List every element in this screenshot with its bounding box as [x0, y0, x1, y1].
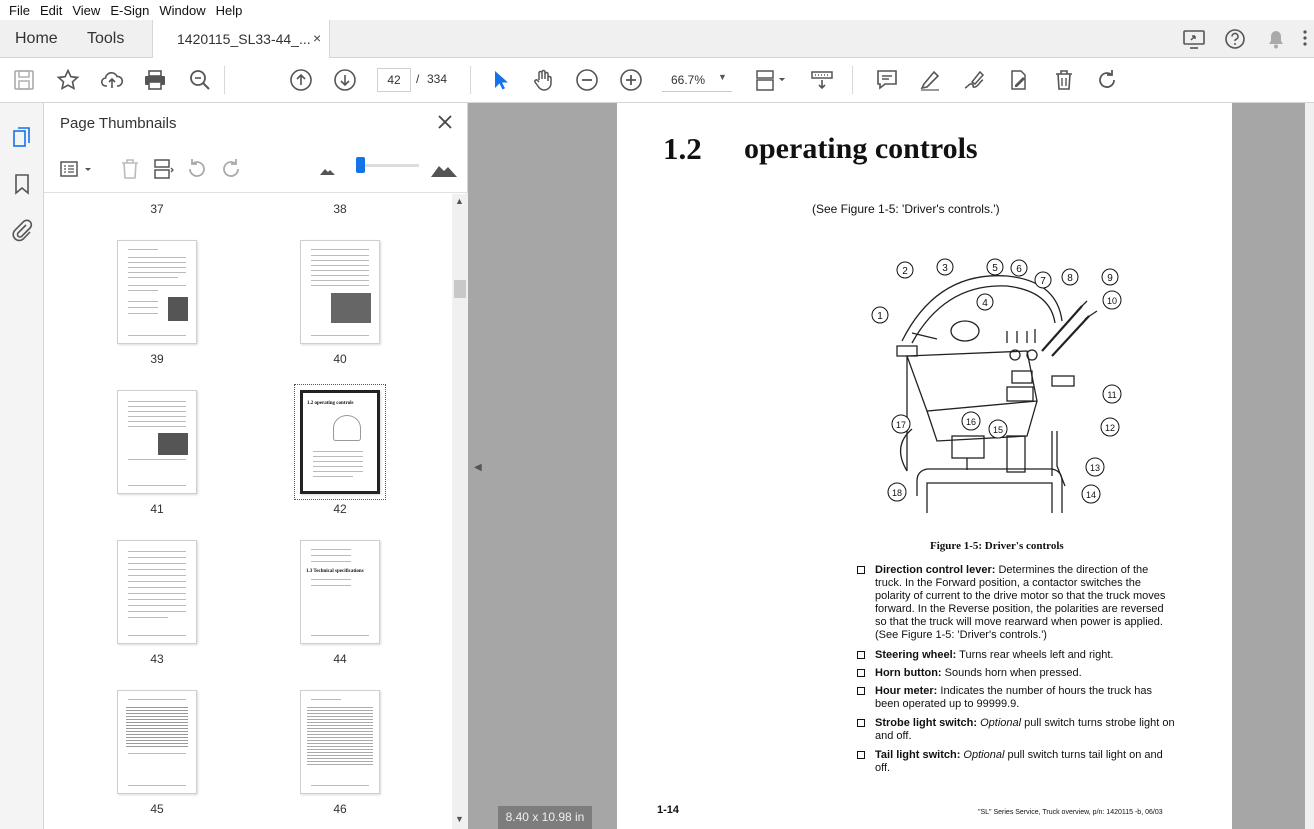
extract-page-icon[interactable] [151, 157, 175, 181]
right-pane-strip [1305, 103, 1314, 829]
checkbox-bullet-icon [857, 719, 865, 727]
more-icon[interactable] [1300, 28, 1310, 53]
toolbar-divider [852, 66, 853, 94]
page-thumbnail[interactable] [117, 540, 197, 644]
page-number-input[interactable]: 42 [377, 68, 411, 92]
svg-text:12: 12 [1104, 423, 1116, 433]
thumbnail-label: 38 [333, 202, 347, 216]
save-icon[interactable] [12, 68, 36, 92]
tab-home[interactable]: Home [15, 30, 58, 47]
page-thumbnail-selected[interactable] [300, 390, 380, 494]
callout-4 [977, 294, 993, 310]
close-icon[interactable] [436, 113, 454, 131]
page-down-icon[interactable] [333, 68, 357, 92]
rotate-left-icon[interactable] [185, 157, 209, 181]
page-thumbnails-icon[interactable] [10, 125, 34, 149]
callout-17 [892, 415, 910, 433]
thumbnail-label: 44 [333, 652, 347, 666]
thumbnail-label: 41 [150, 502, 164, 516]
collapse-panel-icon[interactable]: ◀ [474, 462, 482, 473]
page-footer: "SL" Series Service, Truck overview, p/n: 1420115 -b, 06/03 [978, 809, 1163, 816]
main-toolbar [0, 58, 1314, 103]
tab-bar [0, 20, 1314, 58]
svg-text:7: 7 [1040, 276, 1046, 287]
page-thumbnail[interactable] [300, 240, 380, 344]
navigation-rail [0, 103, 44, 829]
rotate-icon[interactable] [1095, 68, 1119, 92]
page-thumbnail[interactable] [117, 690, 197, 794]
svg-text:17: 17 [895, 420, 907, 430]
callout-15 [989, 420, 1007, 438]
svg-text:4: 4 [982, 298, 988, 309]
thumbnail-options-icon[interactable] [59, 157, 95, 181]
thumbnail-label: 43 [150, 652, 164, 666]
callout-1 [872, 307, 888, 323]
section-title: operating controls [744, 132, 978, 165]
menu-bar [0, 0, 1314, 20]
scroll-mode-icon[interactable] [810, 68, 834, 92]
section-number: 1.2 [663, 131, 702, 166]
star-icon[interactable] [56, 68, 80, 92]
svg-text:1: 1 [877, 311, 883, 322]
callout-12 [1101, 418, 1119, 436]
page-thumbnail[interactable] [117, 240, 197, 344]
page-thumbnails-panel [44, 103, 468, 829]
thumbnail-heading: 1.3 Technical specifications [306, 569, 364, 574]
callout-18 [888, 483, 906, 501]
page-thumbnail[interactable] [300, 540, 380, 644]
thumbnail-label: 39 [150, 352, 164, 366]
zoom-in-icon[interactable] [619, 68, 643, 92]
page-number: 1-14 [657, 804, 680, 816]
thumbnail-list [44, 194, 452, 829]
thumbnail-toolbar [44, 147, 468, 193]
sign-icon[interactable] [962, 68, 986, 92]
checkbox-bullet-icon [857, 566, 865, 574]
thumbnail-label: 45 [150, 802, 164, 816]
svg-text:3: 3 [942, 263, 948, 274]
select-arrow-icon[interactable] [488, 68, 512, 92]
svg-text:9: 9 [1107, 273, 1113, 284]
delete-icon[interactable] [1052, 68, 1076, 92]
close-tab-icon[interactable]: × [313, 30, 322, 46]
help-icon[interactable] [1224, 28, 1246, 53]
menu-view[interactable]: View [72, 2, 101, 18]
checkbox-bullet-icon [857, 669, 865, 677]
rotate-right-icon[interactable] [219, 157, 243, 181]
svg-text:13: 13 [1089, 463, 1101, 473]
thumbnail-label: 46 [333, 802, 347, 816]
bookmark-icon[interactable] [10, 172, 34, 196]
print-icon[interactable] [143, 68, 167, 92]
svg-text:16: 16 [965, 417, 977, 427]
highlight-icon[interactable] [918, 68, 942, 92]
delete-page-icon[interactable] [118, 157, 142, 181]
callout-11 [1103, 385, 1121, 403]
callout-13 [1086, 458, 1104, 476]
large-thumbnail-icon[interactable] [430, 157, 458, 181]
svg-text:11: 11 [1107, 390, 1117, 400]
thumbnail-label: 42 [333, 502, 347, 516]
checkbox-bullet-icon [857, 651, 865, 659]
menu-file[interactable]: File [9, 2, 30, 18]
tab-tools[interactable]: Tools [87, 30, 125, 47]
drivers-controls-diagram [867, 251, 1147, 523]
toolbar-divider [470, 66, 471, 94]
callout-7 [1035, 272, 1051, 288]
hand-icon[interactable] [531, 68, 555, 92]
svg-text:8: 8 [1067, 273, 1073, 284]
thumbnail-size-slider-handle[interactable] [356, 157, 365, 173]
checkbox-bullet-icon [857, 751, 865, 759]
chevron-down-icon: ▼ [718, 72, 727, 82]
panel-title: Page Thumbnails [60, 115, 177, 132]
svg-text:18: 18 [891, 488, 903, 498]
thumbnail-label: 40 [333, 352, 347, 366]
svg-text:10: 10 [1106, 296, 1118, 306]
callout-6 [1011, 260, 1027, 276]
tab-document[interactable] [152, 20, 330, 59]
menu-edit[interactable]: Edit [39, 2, 63, 18]
share-screen-icon[interactable] [1182, 28, 1206, 53]
document-tab-title: 1420115_SL33-44_... [177, 31, 311, 47]
cloud-upload-icon[interactable] [100, 68, 124, 92]
fit-page-icon[interactable] [754, 68, 788, 92]
menu-help[interactable]: Help [215, 2, 243, 18]
svg-text:15: 15 [992, 425, 1004, 435]
comment-icon[interactable] [875, 68, 899, 92]
scroll-down-icon[interactable]: ▼ [455, 814, 464, 824]
svg-text:2: 2 [902, 266, 908, 277]
svg-text:5: 5 [992, 263, 998, 274]
scroll-up-icon[interactable]: ▲ [455, 196, 464, 206]
thumbnail-size-slider-track[interactable] [358, 164, 419, 167]
thumbnail-label: 37 [150, 202, 164, 216]
page-total: 334 [427, 72, 448, 86]
zoom-out-icon[interactable] [575, 68, 599, 92]
callout-8 [1062, 269, 1078, 285]
zoom-level-value: 66.7% [671, 73, 706, 87]
page-separator: / [416, 72, 420, 86]
page-thumbnail[interactable] [300, 690, 380, 794]
page-size-indicator: 8.40 x 10.98 in [498, 806, 592, 829]
pdf-page[interactable]: 1.2 operating controls (See Figure 1-5: 'Driver's controls.') 1 2 3 4 5 6 7 8 9 10 11 12 13 14 15 16 17 18 Figure 1-5: Driver's controls Direction control lever: Determines the direction of the truck. In the Forward position, a contactor switches the polarity of current to the drive motor so that the truck moves forward. In the Reverse position, the polarities are reversed so that the truck will move rearward when power is applied. (See Figure 1-5: 'Driver's controls.') Steering wheel: Turns rear wheels left and right. Horn button: Sounds horn when pressed. Hour meter: Indicates the number of hours the truck has been operated up to 99999.9. Strobe light switch: Optional pull switch turns strobe light on and off. Tail light switch: Optional pull switch turns tail light on and off. 1-14 "SL" Series Service, Truck overview, p/n: 1420115 -b, 06/03 [617, 103, 1232, 829]
thumbnail-heading: 1.2 operating controls [307, 401, 354, 406]
checkbox-bullet-icon [857, 687, 865, 695]
callout-2 [897, 262, 913, 278]
thumbnail-scrollbar[interactable] [452, 194, 468, 829]
zoom-search-icon[interactable] [188, 68, 212, 92]
callout-9 [1102, 269, 1118, 285]
small-thumbnail-icon[interactable] [318, 163, 338, 187]
callout-5 [987, 259, 1003, 275]
figure-reference: (See Figure 1-5: 'Driver's controls.') [812, 202, 1000, 216]
figure-caption: Figure 1-5: Driver's controls [930, 540, 1064, 552]
attachment-icon[interactable] [10, 218, 34, 242]
scrollbar-thumb[interactable] [454, 280, 466, 298]
callout-14 [1082, 485, 1100, 503]
callout-16 [962, 412, 980, 430]
svg-text:14: 14 [1085, 490, 1097, 500]
callout-3 [937, 259, 953, 275]
fill-sign-icon[interactable] [1006, 68, 1030, 92]
toolbar-divider [224, 66, 225, 94]
callout-10 [1103, 291, 1121, 309]
svg-text:6: 6 [1016, 264, 1022, 275]
notification-bell-icon[interactable] [1266, 28, 1286, 53]
zoom-level-dropdown[interactable] [662, 68, 732, 92]
menu-esign[interactable]: E-Sign [110, 2, 150, 18]
page-thumbnail[interactable] [117, 390, 197, 494]
page-up-icon[interactable] [289, 68, 313, 92]
menu-window[interactable]: Window [159, 2, 206, 18]
